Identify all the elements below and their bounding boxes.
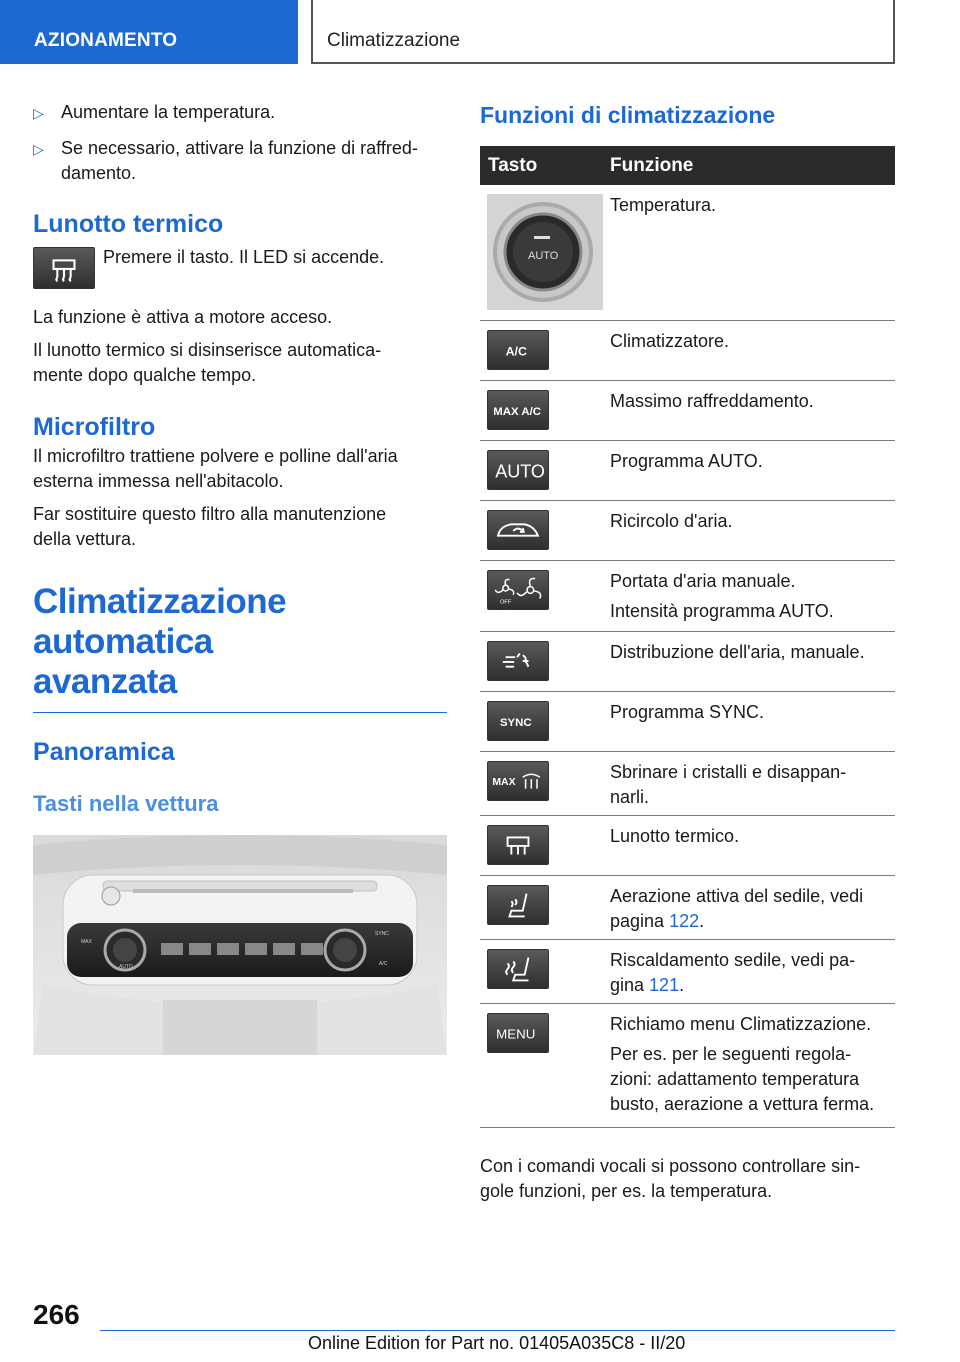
rear-defrost-button-icon: [33, 247, 95, 289]
table-row: Riscaldamento sedile, vedi pa- gina 121.: [480, 940, 895, 1004]
svg-text:AUTO: AUTO: [528, 250, 559, 262]
recirculation-icon: [487, 510, 549, 550]
table-row: MAX A/C Massimo raffreddamento.: [480, 381, 895, 441]
triangle-bullet-icon: ▷: [33, 105, 44, 121]
svg-text:SYNC: SYNC: [375, 931, 389, 937]
svg-text:A/C: A/C: [505, 344, 527, 359]
table-row: Ricircolo d'aria.: [480, 501, 895, 561]
left-column: ▷ Aumentare la temperatura. ▷ Se necessario, attivare la funzione di raffred- damento. Lunotto termico Premere il tasto. Il LED si accende. La funzione è attiva a motore acceso. Il lunotto termico si disinserisce automatica- mente dopo qualche tempo. Microfiltro Il microfiltro trattiene polvere e polline dall'aria esterna immessa nell'abitacolo. Far sostituire questo filtro alla manutenzione della vettura. Climatizzazione automatica avanzata Panoramica Tasti nella vettura MAX AUTO SYNC A/C: [33, 100, 447, 1055]
page-link[interactable]: 121: [649, 975, 680, 995]
table-row: AUTO Temperatura.: [480, 185, 895, 321]
temperature-knob-icon: [487, 194, 603, 310]
col-funzione: Funzione: [610, 154, 694, 176]
seat-ventilation-icon: [487, 885, 549, 925]
auto-button-icon: [487, 450, 549, 490]
table-row: Distribuzione dell'aria, manuale.: [480, 632, 895, 692]
sync-button-icon: [487, 701, 549, 741]
max-ac-button-icon: [487, 390, 549, 430]
svg-text:MAX A/C: MAX A/C: [493, 405, 541, 418]
footer-rule: [100, 1330, 895, 1331]
seat-heating-icon: [487, 949, 549, 989]
table-row: MENU Richiamo menu Climatizzazione. Per es. per le seguenti regola- zioni: adattamento temperatura busto, aerazione a vettura ferma.: [480, 1004, 895, 1128]
max-defrost-icon: [487, 761, 549, 801]
table-row: Aerazione attiva del sedile, vedi pagina 122.: [480, 876, 895, 940]
page-number: 266: [33, 1299, 80, 1330]
air-distribution-icon: [487, 641, 549, 681]
svg-text:MENU: MENU: [496, 1026, 536, 1042]
triangle-bullet-icon: ▷: [33, 141, 44, 157]
lunotto-heading: Lunotto termico: [33, 210, 224, 238]
svg-text:AUTO: AUTO: [119, 964, 133, 970]
svg-text:A/C: A/C: [379, 961, 388, 967]
closing-text: Con i comandi vocali si possono controllare sin- gole funzioni, per es. la temperatura.: [480, 1156, 861, 1201]
tasti-heading: Tasti nella vettura: [33, 791, 219, 816]
panoramica-heading: Panoramica: [33, 738, 175, 766]
table-row: OFF Portata d'aria manuale. Intensità programma AUTO.: [480, 561, 895, 632]
svg-text:MAX: MAX: [81, 939, 92, 945]
edition-text: Online Edition for Part no. 01405A035C8 - II/20: [308, 1333, 686, 1353]
microfiltro-heading: Microfiltro: [33, 413, 156, 441]
table-header: [480, 146, 895, 185]
table-row: Lunotto termico.: [480, 816, 895, 876]
table-row: AUTO Programma AUTO.: [480, 441, 895, 501]
ac-button-icon: [487, 330, 549, 370]
rear-defrost-icon: [487, 825, 549, 865]
climate-panel-image: [33, 835, 447, 1055]
right-column: [480, 100, 895, 1212]
table-row: A/C Climatizzatore.: [480, 321, 895, 381]
bullet-item: ▷ Se necessario, attivare la funzione di raffred- damento.: [33, 136, 447, 186]
main-heading: Climatizzazione automatica avanzata: [33, 582, 287, 701]
funzioni-heading: Funzioni di climatizzazione: [480, 102, 776, 128]
col-tasto: Tasto: [488, 154, 538, 176]
page-link[interactable]: 122: [669, 911, 700, 931]
heading-rule: [33, 712, 447, 713]
table-row: MAX Sbrinare i cristalli e disappan- narli.: [480, 752, 895, 816]
climate-panel-drawing-icon: [33, 835, 447, 1055]
section-title: AZIONAMENTO: [34, 30, 178, 51]
table-row: SYNC Programma SYNC.: [480, 692, 895, 752]
section-tab: [0, 0, 298, 64]
chapter-title: Climatizzazione: [327, 30, 461, 51]
chapter-tab: [311, 0, 895, 64]
svg-text:MAX: MAX: [492, 776, 516, 788]
lunotto-instruction: Premere il tasto. Il LED si accende.: [33, 247, 447, 289]
svg-text:AUTO: AUTO: [495, 461, 545, 482]
bullet-item: ▷ Aumentare la temperatura.: [33, 100, 447, 126]
svg-text:OFF: OFF: [499, 599, 512, 606]
menu-button-icon: [487, 1013, 549, 1053]
svg-text:SYNC: SYNC: [499, 716, 532, 729]
fan-icon: [487, 570, 549, 610]
